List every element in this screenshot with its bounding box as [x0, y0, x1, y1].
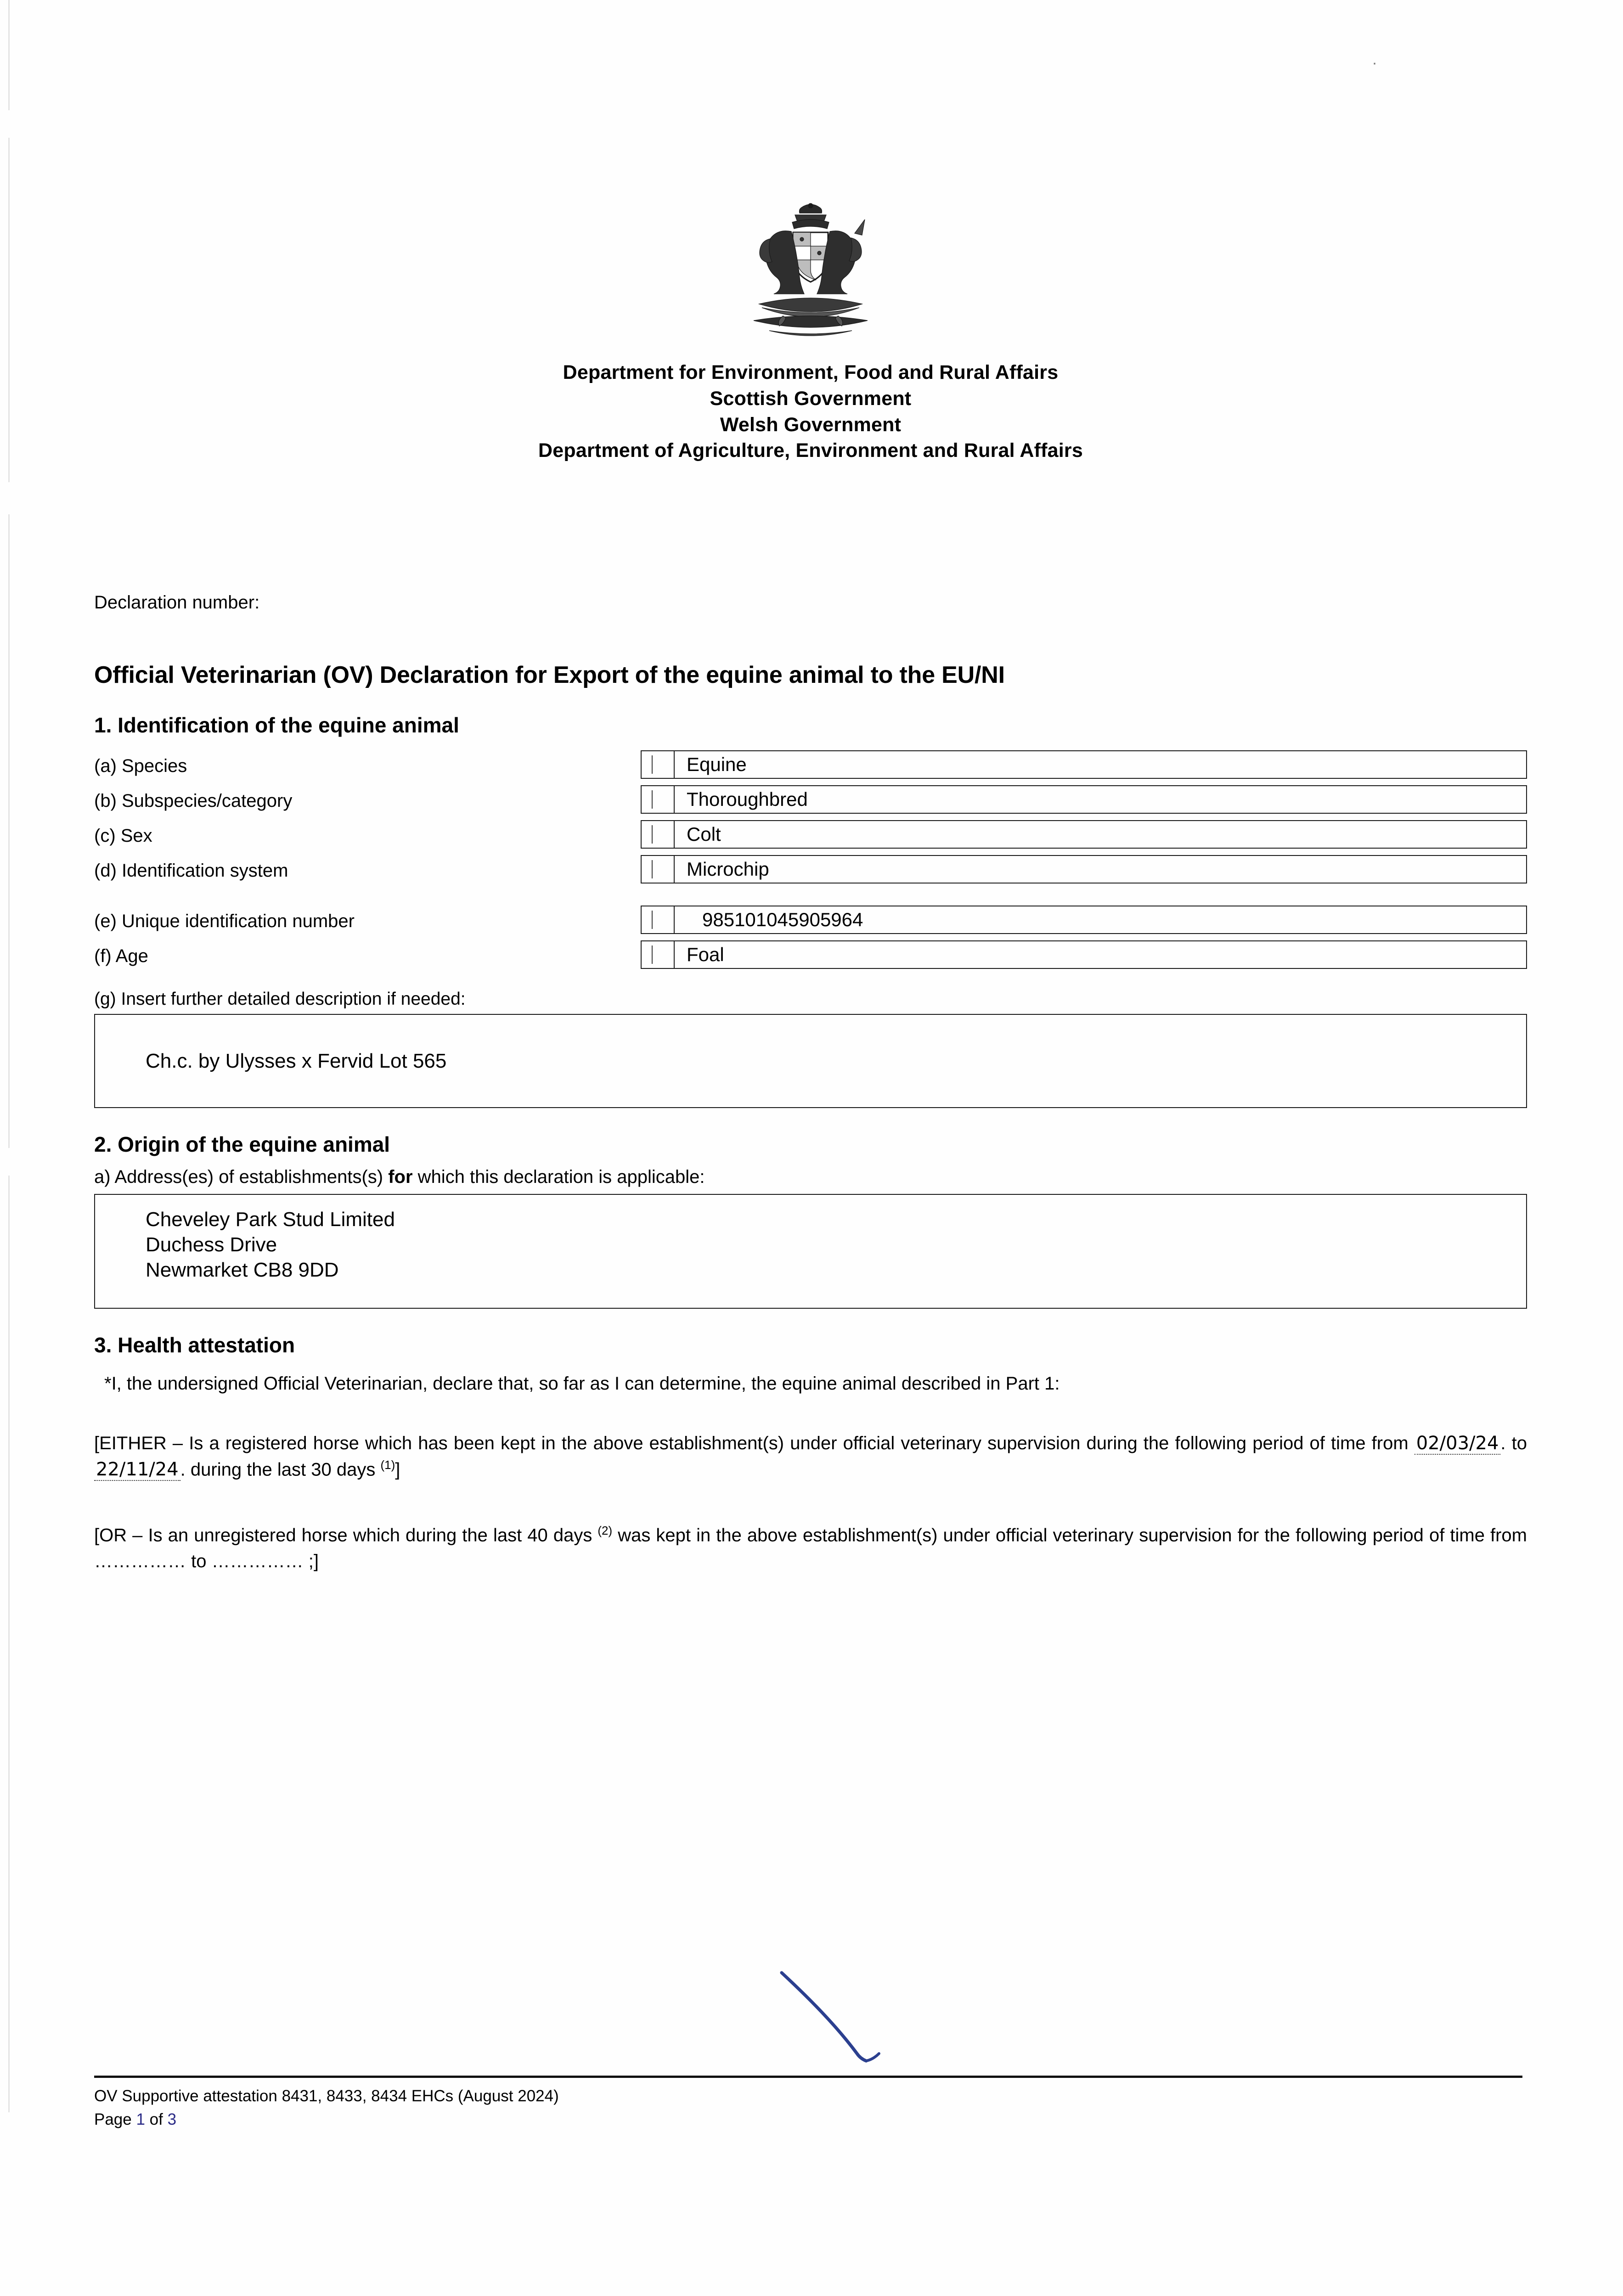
department-line-2: Scottish Government — [710, 387, 912, 410]
section-1-title: 1. Identification of the equine animal — [94, 713, 459, 737]
establishment-address-box[interactable] — [94, 1194, 1527, 1309]
field-box-sex[interactable] — [641, 820, 1527, 849]
footnote-marker-1: (1) — [380, 1458, 395, 1472]
tick-cell-icon[interactable] — [642, 786, 675, 813]
further-description-label: (g) Insert further detailed description if needed: — [94, 989, 466, 1009]
either-text-mid: . to — [1500, 1433, 1527, 1454]
field-value-species: Equine — [687, 754, 747, 775]
field-label-identification-system: (d) Identification system — [94, 861, 288, 881]
footer-page-current: 1 — [136, 2110, 145, 2128]
attestation-lead-text: *I, the undersigned Official Veterinarian, declare that, so far as I can determine, the equine animal described in Part 1: — [104, 1373, 1060, 1394]
footer-reference-line: OV Supportive attestation 8431, 8433, 8434 EHCs (August 2024) — [94, 2087, 559, 2105]
department-header — [94, 360, 1527, 464]
royal-coat-of-arms-icon — [714, 197, 907, 349]
table-row — [94, 940, 1527, 969]
attestation-either-paragraph — [94, 1430, 1527, 1483]
address-lead-before: a) Address(es) of establishments(s) — [94, 1167, 389, 1187]
or-text-close: ;] — [303, 1551, 319, 1572]
field-value-age: Foal — [687, 944, 724, 965]
field-box-identification-system[interactable] — [641, 855, 1527, 884]
section-2-title: 2. Origin of the equine animal — [94, 1132, 390, 1156]
field-box-species[interactable] — [641, 750, 1527, 779]
table-row — [94, 855, 1527, 884]
scan-edge-artifact — [8, 0, 10, 2296]
tick-cell-icon[interactable] — [642, 941, 675, 968]
field-value-identification-system: Microchip — [687, 858, 769, 880]
further-description-value: Ch.c. by Ulysses x Fervid Lot 565 — [146, 1049, 447, 1072]
department-line-1: Department for Environment, Food and Rural Affairs — [563, 361, 1059, 383]
attestation-or-paragraph — [94, 1522, 1527, 1575]
table-row — [94, 906, 1527, 934]
footnote-marker-2: (2) — [597, 1524, 613, 1538]
address-lead-after: which this declaration is applicable: — [412, 1167, 705, 1187]
field-box-age[interactable] — [641, 940, 1527, 969]
field-box-subspecies[interactable] — [641, 785, 1527, 814]
field-label-unique-identification-number: (e) Unique identification number — [94, 911, 355, 931]
footer-divider — [94, 2076, 1522, 2078]
either-text-before: [EITHER – Is a registered horse which has been kept in the above establishment(s) under official veterinary supervision during the following period of time from — [94, 1433, 1414, 1454]
field-value-unique-identification-number: 985101045905964 — [702, 909, 863, 930]
tick-cell-icon[interactable] — [642, 751, 675, 778]
footer-page-total: 3 — [167, 2110, 177, 2128]
footer-page-middle: of — [145, 2110, 168, 2128]
department-line-4: Department of Agriculture, Environment and Rural Affairs — [538, 439, 1083, 462]
declaration-number-label: Declaration number: — [94, 592, 260, 613]
or-blank-to[interactable]: …………… — [211, 1551, 304, 1572]
department-line-3: Welsh Government — [720, 413, 902, 436]
crest-container — [94, 0, 1527, 351]
field-label-species: (a) Species — [94, 756, 187, 776]
or-text-to: to — [186, 1551, 212, 1572]
field-box-unique-identification-number[interactable] — [641, 906, 1527, 934]
address-lead-bold: for — [388, 1167, 413, 1187]
handwritten-strike-mark — [776, 1970, 896, 2066]
address-line-1: Cheveley Park Stud Limited — [146, 1208, 395, 1231]
page-title: Official Veterinarian (OV) Declaration for Export of the equine animal to the EU/NI — [94, 662, 1005, 688]
tick-cell-icon[interactable] — [642, 821, 675, 848]
section-3-title: 3. Health attestation — [94, 1333, 295, 1357]
address-line-2: Duchess Drive — [146, 1233, 277, 1256]
address-line-3: Newmarket CB8 9DD — [146, 1259, 339, 1281]
field-value-subspecies: Thoroughbred — [687, 788, 808, 810]
tick-cell-icon[interactable] — [642, 856, 675, 883]
further-description-box[interactable] — [94, 1014, 1527, 1108]
tick-cell-icon[interactable] — [642, 906, 675, 933]
address-lead-text — [94, 1167, 1527, 1187]
field-label-subspecies: (b) Subspecies/category — [94, 791, 293, 811]
or-text-mid: was kept in the above establishment(s) under official veterinary supervision for the following period of time from — [612, 1525, 1527, 1546]
table-row — [94, 785, 1527, 814]
page-content — [94, 0, 1527, 1575]
table-row — [94, 820, 1527, 849]
or-blank-from[interactable]: …………… — [94, 1551, 186, 1572]
footer-page-line — [94, 2108, 559, 2132]
or-text-before: [OR – Is an unregistered horse which during the last 40 days — [94, 1525, 598, 1546]
page-footer — [94, 2085, 559, 2132]
either-text-after: . during the last 30 days — [180, 1459, 381, 1480]
field-label-age: (f) Age — [94, 946, 148, 966]
scan-speck: ۰ — [1371, 56, 1379, 71]
field-label-sex: (c) Sex — [94, 826, 152, 846]
table-row — [94, 750, 1527, 779]
either-date-to[interactable]: 22/11/24 — [94, 1459, 180, 1481]
either-text-close: ] — [395, 1459, 400, 1480]
footer-page-prefix: Page — [94, 2110, 136, 2128]
either-date-from[interactable]: 02/03/24 — [1414, 1433, 1501, 1455]
identification-table — [94, 750, 1527, 969]
field-value-sex: Colt — [687, 823, 721, 845]
